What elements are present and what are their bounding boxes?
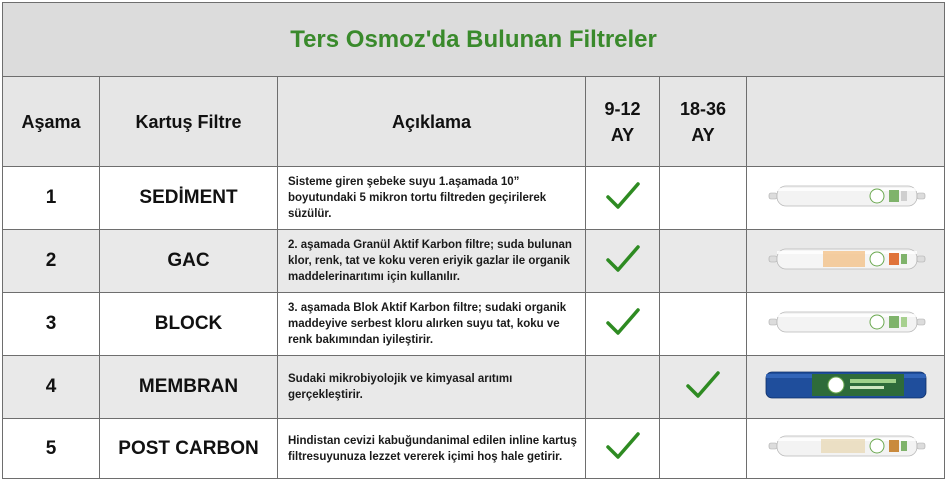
check-cell-9-12: [586, 356, 660, 419]
checkmark-icon: [605, 243, 641, 275]
table-row: [3, 230, 945, 293]
white-inline-filter-cartridge-icon: [761, 178, 931, 214]
header-description: Açıklama: [278, 77, 586, 167]
check-cell-9-12: [586, 230, 660, 293]
title-row: [3, 3, 945, 77]
cartridge-image-cell: [747, 293, 945, 356]
page-title: Ters Osmoz'da Bulunan Filtreler: [290, 25, 657, 53]
description-text: 3. aşamada Blok Aktif Karbon filtre; sudaki organik maddeyive serbest kloru alırken suyu tat, koku ve renk bakımından iyileştirir.: [278, 293, 586, 356]
table-row: [3, 167, 945, 230]
cartridge-image-cell: [747, 419, 945, 479]
stage-number: 5: [3, 419, 100, 479]
header-row: [3, 77, 945, 167]
header-image: [747, 77, 945, 167]
stage-number: 2: [3, 230, 100, 293]
cartridge-name: POST CARBON: [100, 419, 278, 479]
green-label-inline-filter-cartridge-icon: [761, 304, 931, 340]
checkmark-icon: [605, 430, 641, 462]
header-9-12-months: [586, 77, 660, 167]
description-text: Hindistan cevizi kabuğundanimal edilen inline kartuş filtresuyunuza lezzet vererek içimi hoş hale getirir.: [278, 419, 586, 479]
cartridge-name: MEMBRAN: [100, 356, 278, 419]
checkmark-icon: [605, 180, 641, 212]
cartridge-image-cell: [747, 356, 945, 419]
header-stage: Aşama: [3, 77, 100, 167]
description-text: 2. aşamada Granül Aktif Karbon filtre; suda bulunan klor, renk, tat ve koku veren eriyik gazlar ile organik maddelerinarıtımı için kullanılır.: [278, 230, 586, 293]
check-cell-18-36: [660, 230, 747, 293]
header-cartridge: Kartuş Filtre: [100, 77, 278, 167]
cartridge-name: SEDİMENT: [100, 167, 278, 230]
stage-number: 4: [3, 356, 100, 419]
cartridge-image-cell: [747, 167, 945, 230]
cartridge-image-cell: [747, 230, 945, 293]
header-9-12-line2: AY: [610, 124, 635, 145]
header-9-12-line1: 9-12: [604, 98, 641, 119]
description-text: Sudaki mikrobiyolojik ve kimyasal arıtımı gerçekleştirir.: [278, 356, 586, 419]
checkmark-icon: [685, 369, 721, 401]
check-cell-18-36: [660, 293, 747, 356]
header-18-36-line2: AY: [691, 124, 715, 145]
stage-number: 1: [3, 167, 100, 230]
checkmark-icon: [605, 306, 641, 338]
check-cell-9-12: [586, 167, 660, 230]
description-text: Sisteme giren şebeke suyu 1.aşamada 10” boyutundaki 5 mikron tortu filtreden geçirilerek süzülür.: [278, 167, 586, 230]
check-cell-9-12: [586, 293, 660, 356]
header-18-36-line1: 18-36: [679, 98, 727, 119]
filters-table: [2, 2, 945, 479]
orange-label-inline-filter-cartridge-icon: [761, 241, 931, 277]
blue-membrane-cartridge-icon: [756, 365, 936, 405]
cartridge-name: BLOCK: [100, 293, 278, 356]
table-row: [3, 293, 945, 356]
check-cell-18-36: [660, 419, 747, 479]
stage-number: 3: [3, 293, 100, 356]
cartridge-name: GAC: [100, 230, 278, 293]
table-row: [3, 356, 945, 419]
check-cell-9-12: [586, 419, 660, 479]
header-18-36-months: [660, 77, 747, 167]
check-cell-18-36: [660, 356, 747, 419]
check-cell-18-36: [660, 167, 747, 230]
table-row: [3, 419, 945, 479]
post-carbon-inline-cartridge-icon: [761, 428, 931, 464]
